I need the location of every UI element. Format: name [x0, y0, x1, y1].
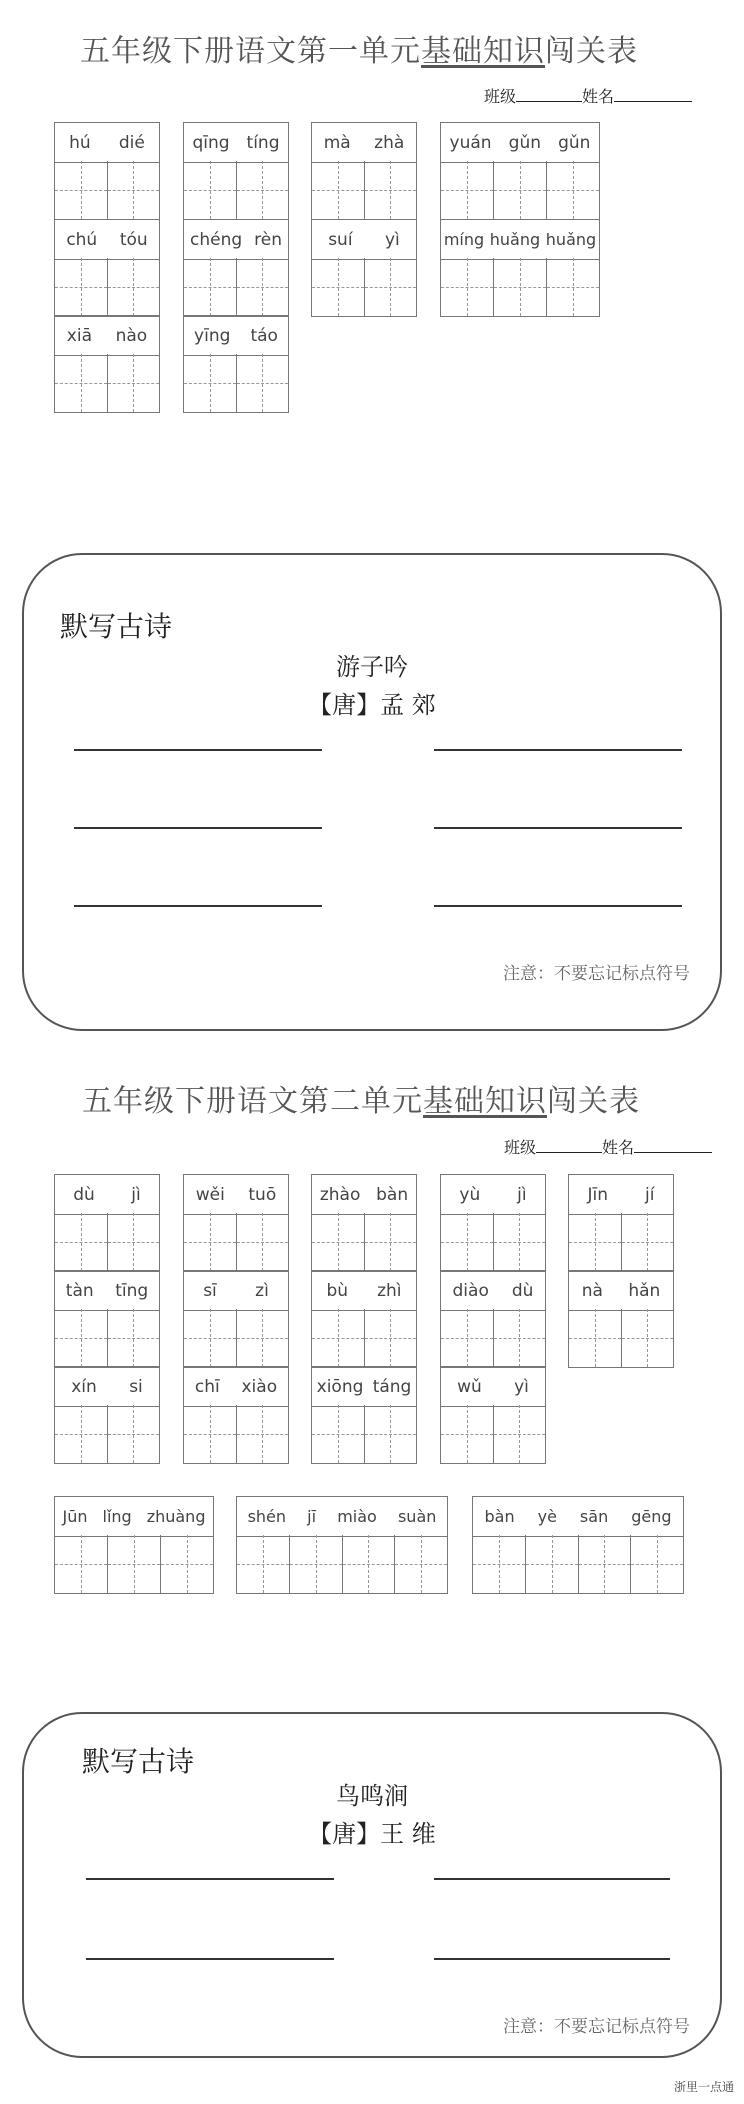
unit2-name-label: 姓名	[602, 1138, 635, 1157]
pinyin-syllable: wěi	[195, 1184, 225, 1205]
pinyin-syllable: bù	[326, 1280, 349, 1301]
idiom-writing-cell[interactable]	[472, 1496, 684, 1594]
pinyin-syllable: yì	[384, 229, 400, 250]
tianzige-box[interactable]	[55, 161, 108, 219]
pinyin-writing-cell[interactable]	[568, 1270, 674, 1368]
pinyin-syllable: diào	[452, 1280, 489, 1301]
unit2-title-post: 闯关表	[547, 1084, 640, 1119]
tianzige-box[interactable]	[547, 161, 599, 219]
pinyin-syllable: hú	[69, 132, 91, 153]
pinyin-writing-cell[interactable]	[440, 1366, 546, 1464]
pinyin-writing-cell[interactable]	[54, 315, 160, 413]
tianzige-box[interactable]	[365, 1309, 417, 1367]
answer-line[interactable]	[74, 905, 322, 907]
tianzige-box[interactable]	[55, 1309, 108, 1367]
tianzige-box[interactable]	[494, 1213, 546, 1271]
pinyin-row	[441, 220, 599, 260]
pinyin-row	[312, 123, 416, 163]
pinyin-row	[569, 1175, 673, 1215]
pinyin-syllable: zhào	[319, 1184, 361, 1205]
pinyin-writing-cell[interactable]	[311, 122, 417, 220]
pinyin-writing-cell[interactable]	[440, 219, 600, 317]
pinyin-syllable: sān	[579, 1507, 609, 1526]
pinyin-row	[441, 123, 599, 163]
tianzige-box[interactable]	[108, 161, 160, 219]
pinyin-syllable: si	[129, 1376, 143, 1397]
poem-title: 游子吟	[336, 653, 408, 681]
tianzige-box[interactable]	[569, 1309, 622, 1367]
pinyin-row	[237, 1497, 447, 1537]
tianzige-box[interactable]	[108, 1535, 161, 1593]
tianzige-box[interactable]	[55, 1535, 108, 1593]
idiom-writing-cell[interactable]	[54, 1496, 214, 1594]
tianzige-box[interactable]	[365, 1213, 417, 1271]
tianzige-box[interactable]	[312, 161, 365, 219]
tianzige-box[interactable]	[494, 258, 547, 316]
pinyin-row	[441, 1367, 545, 1407]
idiom-writing-cell[interactable]	[236, 1496, 448, 1594]
poem-author: 【唐】孟 郊	[308, 691, 436, 719]
pinyin-syllable: Jīn	[587, 1184, 609, 1205]
unit2-class-label: 班级	[504, 1138, 537, 1157]
pinyin-syllable: tàn	[65, 1280, 94, 1301]
tianzige-box[interactable]	[184, 1213, 237, 1271]
pinyin-row	[184, 220, 288, 260]
pinyin-syllable: sī	[203, 1280, 217, 1301]
pinyin-syllable: xiā	[66, 325, 92, 346]
pinyin-writing-cell[interactable]	[311, 1270, 417, 1368]
pinyin-syllable: chú	[66, 229, 98, 250]
pinyin-syllable: dié	[118, 132, 145, 153]
tianzige-box[interactable]	[237, 354, 289, 412]
pinyin-row	[312, 220, 416, 260]
tianzige-box[interactable]	[547, 258, 599, 316]
pinyin-syllable: táo	[250, 325, 278, 346]
pinyin-syllable: nào	[115, 325, 148, 346]
pinyin-syllable: jí	[645, 1184, 655, 1205]
tianzige-box[interactable]	[312, 1213, 365, 1271]
pinyin-row	[184, 123, 288, 163]
unit1-name-label: 姓名	[582, 87, 615, 106]
pinyin-syllable: jì	[517, 1184, 527, 1205]
answer-line[interactable]	[74, 749, 322, 751]
pinyin-syllable: nà	[581, 1280, 603, 1301]
punctuation-note: 注意：不要忘记标点符号	[503, 964, 690, 984]
pinyin-syllable: yì	[514, 1376, 529, 1397]
pinyin-writing-cell[interactable]	[440, 1174, 546, 1272]
poem-title: 鸟鸣涧	[336, 1782, 408, 1810]
unit2-title-underlined: 基础知识	[423, 1084, 547, 1119]
answer-line[interactable]	[434, 1958, 670, 1960]
tianzige-box[interactable]	[631, 1535, 683, 1593]
poem-heading: 默写古诗	[82, 1745, 195, 1778]
pinyin-syllable: tuō	[248, 1184, 277, 1205]
tianzige-box[interactable]	[237, 1405, 289, 1463]
pinyin-syllable: chéng	[189, 229, 243, 250]
tianzige-box[interactable]	[365, 161, 417, 219]
pinyin-writing-cell[interactable]	[54, 1366, 160, 1464]
pinyin-writing-cell[interactable]	[311, 1174, 417, 1272]
tianzige-box[interactable]	[494, 161, 547, 219]
pinyin-writing-cell[interactable]	[311, 1366, 417, 1464]
tianzige-box[interactable]	[290, 1535, 343, 1593]
pinyin-row	[441, 1175, 545, 1215]
pinyin-syllable: suàn	[397, 1507, 437, 1526]
unit2-title-pre: 五年级下册语文第二单元	[82, 1084, 423, 1119]
tianzige-box[interactable]	[441, 1405, 494, 1463]
footer-watermark: 浙里一点通	[673, 2080, 734, 2094]
tianzige-box[interactable]	[365, 1405, 417, 1463]
tianzige-box[interactable]	[569, 1213, 622, 1271]
pinyin-syllable: zhuàng	[146, 1507, 206, 1526]
unit1-title-underlined: 基础知识	[421, 34, 545, 69]
tianzige-box[interactable]	[184, 354, 237, 412]
tianzige-box[interactable]	[441, 258, 494, 316]
unit1-title-post: 闯关表	[545, 34, 638, 69]
pinyin-writing-cell[interactable]	[183, 315, 289, 413]
pinyin-syllable: zhà	[374, 132, 405, 153]
tianzige-box[interactable]	[237, 1535, 290, 1593]
pinyin-syllable: gǔn	[508, 132, 542, 153]
tianzige-box[interactable]	[579, 1535, 632, 1593]
tianzige-box[interactable]	[312, 1405, 365, 1463]
pinyin-syllable: jī	[307, 1507, 317, 1526]
tianzige-box[interactable]	[184, 1405, 237, 1463]
tianzige-box[interactable]	[108, 354, 160, 412]
pinyin-writing-cell[interactable]	[440, 1270, 546, 1368]
unit2-class-name-line	[504, 1135, 712, 1158]
pinyin-syllable: hǎn	[628, 1280, 661, 1301]
pinyin-row	[55, 1271, 159, 1311]
tianzige-box[interactable]	[622, 1213, 674, 1271]
pinyin-writing-cell[interactable]	[311, 219, 417, 317]
pinyin-syllable: yīng	[194, 325, 231, 346]
pinyin-syllable: miào	[337, 1507, 377, 1526]
tianzige-box[interactable]	[55, 1405, 108, 1463]
answer-line[interactable]	[86, 1958, 334, 1960]
pinyin-writing-cell[interactable]	[183, 1270, 289, 1368]
pinyin-syllable: rèn	[254, 229, 282, 250]
unit1-class-label: 班级	[484, 87, 517, 106]
punctuation-note: 注意：不要忘记标点符号	[503, 2017, 690, 2037]
pinyin-row	[184, 1271, 288, 1311]
tianzige-box[interactable]	[237, 258, 289, 316]
pinyin-syllable: yuán	[449, 132, 492, 153]
pinyin-writing-cell[interactable]	[183, 1174, 289, 1272]
pinyin-writing-cell[interactable]	[183, 219, 289, 317]
unit1-title-pre: 五年级下册语文第一单元	[80, 34, 421, 69]
answer-line[interactable]	[434, 749, 682, 751]
tianzige-box[interactable]	[343, 1535, 396, 1593]
pinyin-syllable: tíng	[246, 132, 280, 153]
pinyin-syllable: mà	[323, 132, 351, 153]
pinyin-syllable: wǔ	[457, 1376, 482, 1397]
unit2-title	[82, 1076, 640, 1120]
tianzige-box[interactable]	[494, 1309, 546, 1367]
pinyin-syllable: yù	[459, 1184, 481, 1205]
tianzige-box[interactable]	[184, 258, 237, 316]
pinyin-row	[569, 1271, 673, 1311]
tianzige-box[interactable]	[441, 1309, 494, 1367]
tianzige-box[interactable]	[237, 1213, 289, 1271]
tianzige-box[interactable]	[526, 1535, 579, 1593]
pinyin-writing-cell[interactable]	[183, 1366, 289, 1464]
pinyin-row	[312, 1271, 416, 1311]
pinyin-syllable: huǎng	[489, 230, 541, 249]
pinyin-writing-cell[interactable]	[54, 1174, 160, 1272]
unit1-title	[80, 26, 638, 70]
pinyin-syllable: zì	[255, 1280, 269, 1301]
pinyin-row	[55, 316, 159, 356]
tianzige-box[interactable]	[622, 1309, 674, 1367]
pinyin-syllable: xiào	[241, 1376, 278, 1397]
tianzige-box[interactable]	[108, 258, 160, 316]
pinyin-row	[184, 1175, 288, 1215]
pinyin-syllable: xín	[71, 1376, 97, 1397]
pinyin-syllable: chī	[194, 1376, 220, 1397]
pinyin-syllable: míng	[443, 230, 485, 249]
pinyin-row	[55, 123, 159, 163]
tianzige-box[interactable]	[312, 258, 365, 316]
pinyin-writing-cell[interactable]	[54, 1270, 160, 1368]
tianzige-box[interactable]	[55, 354, 108, 412]
pinyin-syllable: zhì	[377, 1280, 402, 1301]
tianzige-box[interactable]	[108, 1309, 160, 1367]
unit1-name-blank[interactable]	[614, 87, 692, 102]
tianzige-box[interactable]	[55, 1213, 108, 1271]
unit2-class-blank[interactable]	[536, 1138, 602, 1153]
pinyin-syllable: huǎng	[545, 230, 597, 249]
pinyin-syllable: xiōng	[316, 1376, 364, 1397]
tianzige-box[interactable]	[441, 161, 494, 219]
unit1-class-name-line	[484, 84, 692, 107]
pinyin-syllable: suí	[328, 229, 353, 250]
pinyin-row	[312, 1175, 416, 1215]
answer-line[interactable]	[74, 827, 322, 829]
pinyin-syllable: qīng	[192, 132, 230, 153]
tianzige-box[interactable]	[312, 1309, 365, 1367]
pinyin-syllable: dù	[73, 1184, 95, 1205]
tianzige-box[interactable]	[237, 161, 289, 219]
tianzige-box[interactable]	[494, 1405, 546, 1463]
unit1-class-blank[interactable]	[516, 87, 582, 102]
poem-author: 【唐】王 维	[308, 1820, 436, 1848]
pinyin-syllable: táng	[372, 1376, 412, 1397]
tianzige-box[interactable]	[237, 1309, 289, 1367]
tianzige-box[interactable]	[184, 161, 237, 219]
tianzige-box[interactable]	[108, 1213, 160, 1271]
pinyin-writing-cell[interactable]	[183, 122, 289, 220]
tianzige-box[interactable]	[395, 1535, 447, 1593]
pinyin-syllable: Jūn	[62, 1507, 88, 1526]
answer-line[interactable]	[434, 905, 682, 907]
pinyin-row	[55, 1367, 159, 1407]
tianzige-box[interactable]	[441, 1213, 494, 1271]
tianzige-box[interactable]	[365, 258, 417, 316]
pinyin-syllable: shén	[247, 1507, 287, 1526]
tianzige-box[interactable]	[161, 1535, 213, 1593]
pinyin-row	[55, 220, 159, 260]
pinyin-row	[55, 1497, 213, 1537]
pinyin-syllable: tīng	[115, 1280, 149, 1301]
tianzige-box[interactable]	[184, 1309, 237, 1367]
answer-line[interactable]	[86, 1878, 334, 1880]
pinyin-syllable: bàn	[484, 1507, 515, 1526]
pinyin-row	[441, 1271, 545, 1311]
poem-heading: 默写古诗	[60, 610, 173, 643]
pinyin-row	[473, 1497, 683, 1537]
pinyin-writing-cell[interactable]	[568, 1174, 674, 1272]
pinyin-writing-cell[interactable]	[54, 219, 160, 317]
unit2-name-blank[interactable]	[634, 1138, 712, 1153]
pinyin-syllable: tóu	[119, 229, 148, 250]
answer-line[interactable]	[434, 827, 682, 829]
tianzige-box[interactable]	[473, 1535, 526, 1593]
pinyin-row	[184, 1367, 288, 1407]
pinyin-row	[312, 1367, 416, 1407]
pinyin-syllable: lǐng	[102, 1507, 132, 1526]
pinyin-syllable: gǔn	[558, 132, 591, 153]
tianzige-box[interactable]	[108, 1405, 160, 1463]
poem-dictation-panel	[22, 553, 722, 1031]
pinyin-writing-cell[interactable]	[54, 122, 160, 220]
pinyin-row	[55, 1175, 159, 1215]
pinyin-syllable: jì	[131, 1184, 141, 1205]
pinyin-syllable: bàn	[376, 1184, 409, 1205]
pinyin-syllable: dù	[511, 1280, 534, 1301]
pinyin-row	[184, 316, 288, 356]
tianzige-box[interactable]	[55, 258, 108, 316]
pinyin-writing-cell[interactable]	[440, 122, 600, 220]
pinyin-syllable: yè	[537, 1507, 557, 1526]
answer-line[interactable]	[434, 1878, 670, 1880]
poem-dictation-panel	[22, 1712, 722, 2058]
pinyin-syllable: gēng	[631, 1507, 672, 1526]
